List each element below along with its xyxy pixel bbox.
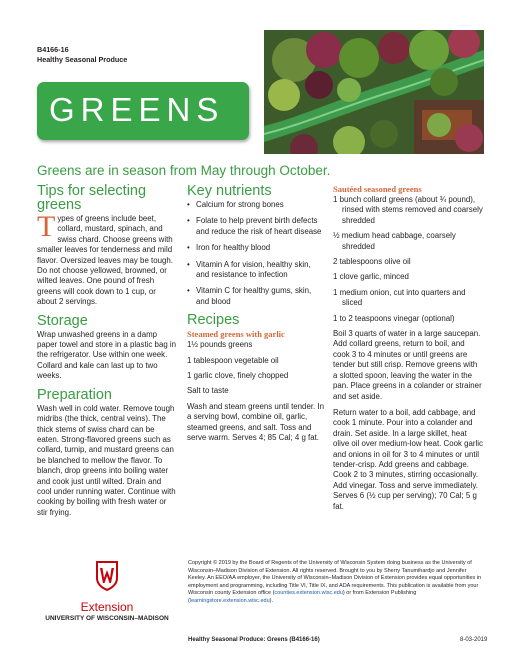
copyright-text: Copyright © 2019 by the Board of Regents of the University of Wisconsin System doing business as the University of Wisconsin–Madison Division of Extension. All rights reserved. Brought to you by Sherry Tanumihardjo and Jennifer Keeley. An EEO/AA employer, the University of Wisconsin–Madison Division of Extension provides equal opportunities in employment and programming, including Title VI, Title IX, and ADA requirements. This publication is available from your Wisconsin county Extension office ( <box>188 560 482 596</box>
list-item: • Folate to help prevent birth defects and reduce the risk of heart disease <box>187 216 325 237</box>
copyright-text: ). <box>269 597 274 604</box>
ingredient: 1 garlic clove, finely chopped <box>187 371 289 381</box>
recipe-steamed-title: Steamed greens with garlic <box>187 329 285 340</box>
title-banner <box>37 82 249 140</box>
dropcap: T <box>37 210 56 243</box>
tips-text: ypes of greens include beet, collard, mustard, spinach, and swiss chard. Choose greens with smaller leaves for tenderness and mild flavor. Oversized leaves may be tough. Do not choose yellowed, browned, or wilted leaves. One pound of fresh greens will cook down to 1 cup, or about 2 servings. <box>37 214 173 307</box>
list-item: • Vitamin A for vision, healthy skin, and resistance to infection <box>187 260 325 281</box>
recipes-heading: Recipes <box>187 312 240 329</box>
list-item: • Iron for healthy blood <box>187 243 325 253</box>
preparation-paragraph: Wash well in cold water. Remove tough midribs (the thick, central veins). The thick stems of swiss chard can be eaten. Strong-flavored greens such as collard, turnip, and mustard greens can be blanched to mellow the flavor. To blanch, drop greens into boiling water and cook just until wilted. Drain and cool under running water. Continue with cooking by boiling with fresh water or stir frying. <box>37 403 176 517</box>
uw-crest-icon <box>95 560 119 592</box>
column-middle <box>187 184 325 450</box>
nutrients-heading: Key nutrients <box>187 183 272 199</box>
nutrients-list <box>187 200 325 307</box>
season-line: Greens are in season from May through October. <box>37 163 331 178</box>
recipe-sauteed-title: Sautéed seasoned greens <box>333 184 422 194</box>
tips-paragraph <box>37 210 177 308</box>
page-title: GREENS <box>49 91 225 128</box>
extension-logo <box>37 560 177 638</box>
counties-link[interactable]: counties.extension.wisc.edu <box>274 590 343 596</box>
greens-photo <box>264 30 484 154</box>
ingredient: 1 clove garlic, minced <box>333 272 409 282</box>
ingredient: 1 tablespoon vegetable oil <box>187 355 279 365</box>
preparation-heading: Preparation <box>37 386 112 403</box>
copyright-notice <box>188 560 484 605</box>
ingredient: 1 medium onion, cut into quarters and sliced <box>333 287 466 308</box>
extension-wordmark: Extension <box>80 600 134 614</box>
column-right <box>333 184 483 518</box>
university-name: UNIVERSITY OF WISCONSIN–MADISON <box>45 615 169 622</box>
list-item: • Vitamin C for healthy gums, skin, and blood <box>187 286 325 307</box>
ingredient: 2 tablespoons olive oil <box>333 257 411 267</box>
footer-date: 8-03-2019 <box>460 637 488 643</box>
sauteed-directions-1: Boil 3 quarts of water in a large saucepan. Add collard greens, return to boil, and cook 3 to 4 minutes or until greens are tender but still crisp. Remove greens with a slotted spoon, leaving the water in the pan. Place greens in a colander or strainer and set aside. <box>333 329 482 401</box>
ingredient: 1½ pounds greens <box>187 340 253 350</box>
footer-title: Healthy Seasonal Produce: Greens (B4166-16) <box>188 637 320 643</box>
list-item: • Calcium for strong bones <box>187 200 325 210</box>
ingredient: 1 to 2 teaspoons vinegar (optional) <box>333 313 455 323</box>
sauteed-directions-2: Return water to a boil, add cabbage, and cook 1 minute. Pour into a colander and drain. Set aside. In a large skillet, heat olive oil over medium-low heat. Cook garlic and onions in oil for 3 to 4 minutes or until tender-crisp. Add greens and cabbage. Cook 2 to 3 minutes, stirring occasionally. Add vinegar. Toss and serve immediately. Serves 6 (½ cup per serving); 70 Cal; 5 g fat. <box>333 407 483 511</box>
ingredient: 1 bunch collard greens (about ¾ pound), rinsed with stems removed and coarsely shredded <box>333 195 483 225</box>
learningstore-link[interactable]: learningstore.extension.wisc.edu <box>189 597 270 604</box>
steamed-directions: Wash and steam greens until tender. In a serving bowl, combine oil, garlic, steamed greens, and salt. Toss and serve warm. Serves 4; 85 Cal; 4 g fat. <box>187 401 324 443</box>
tips-heading: Tips for selecting greens <box>37 183 147 213</box>
series-name: Healthy Seasonal Produce <box>37 55 128 64</box>
storage-paragraph: Wrap unwashed greens in a damp paper towel and store in a plastic bag in the refrigerator. Use within one week. Collard and kale can last up to two weeks. <box>37 329 177 381</box>
ingredient: ½ medium head cabbage, coarsely shredded <box>333 231 456 251</box>
column-left <box>37 184 177 524</box>
ingredient: Salt to taste <box>187 386 229 396</box>
storage-heading: Storage <box>37 312 88 329</box>
publication-code: B4166-16 <box>37 45 69 54</box>
copyright-text: ) or from Extension Publishing ( <box>188 590 417 604</box>
